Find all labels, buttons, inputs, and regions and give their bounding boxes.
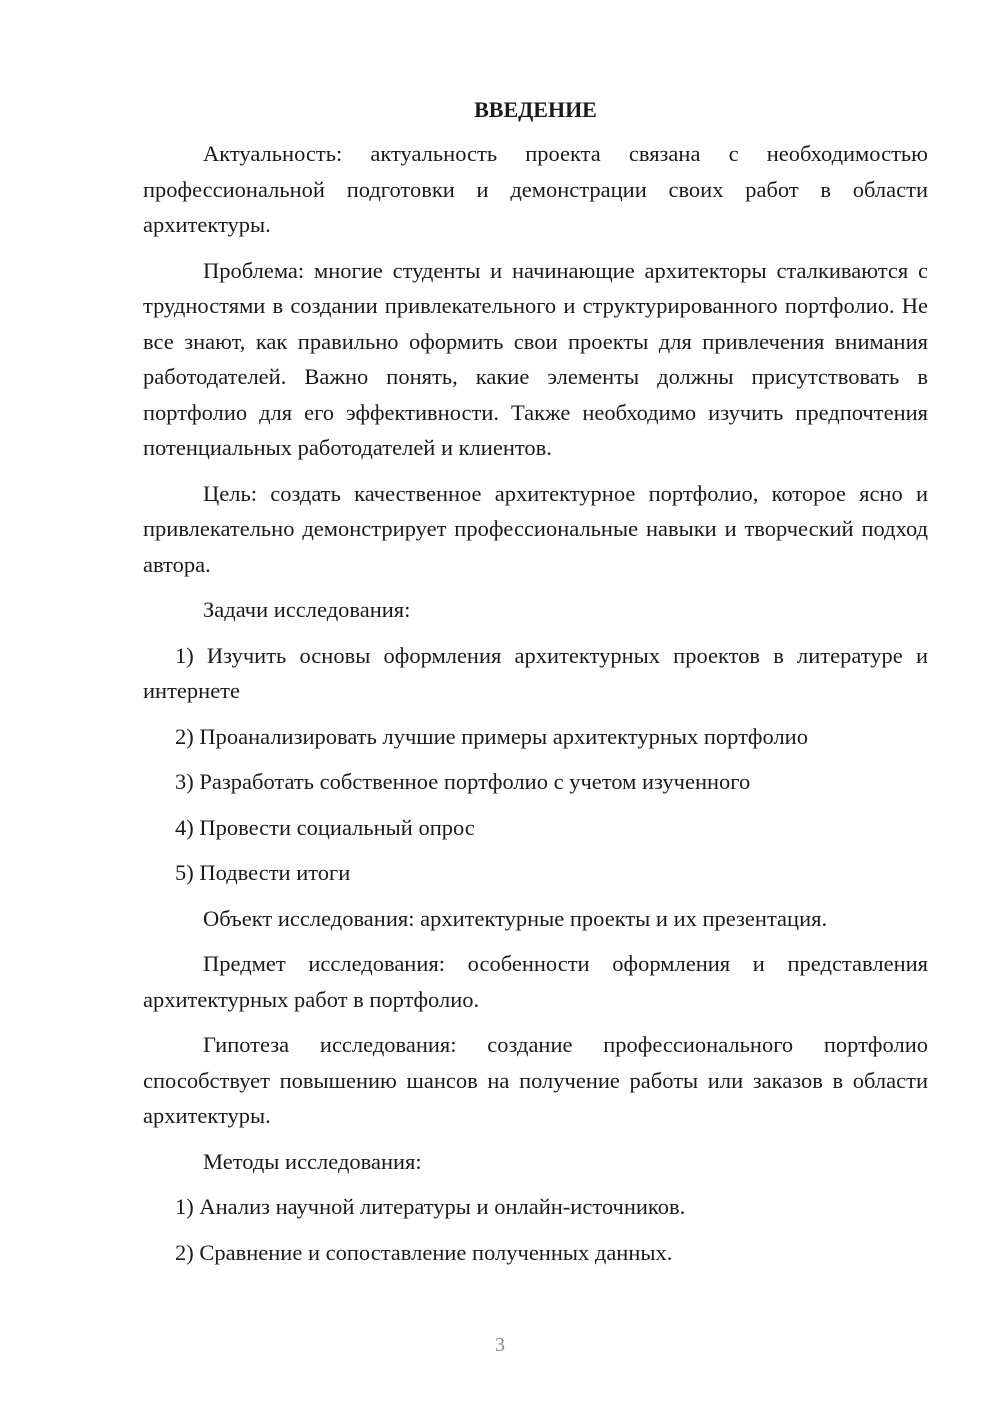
page-number: 3	[495, 1334, 505, 1356]
task-item: 1) Изучить основы оформления архитектурных проектов в литературе и интернете	[143, 642, 928, 703]
object-paragraph: Объект исследования: архитектурные проекты и их презентация.	[203, 905, 828, 931]
task-item: 4) Провести социальный опрос	[175, 814, 475, 840]
task-item: 3) Разработать собственное портфолио с учетом изученного	[175, 769, 751, 794]
subject-paragraph: Предмет исследования: особенности оформления и представления архитектурных работ в портфолио.	[143, 951, 928, 1012]
section-heading: ВВЕДЕНИЕ	[474, 97, 597, 122]
tasks-title: Задачи исследования:	[203, 597, 411, 622]
methods-title: Методы исследования:	[203, 1148, 422, 1174]
page-content	[143, 94, 928, 1280]
goal-paragraph: Цель: создать качественное архитектурное портфолио, которое ясно и привлекательно демонстрирует профессиональные навыки и творческий подход автора.	[143, 480, 928, 577]
task-item: 2) Проанализировать лучшие примеры архитектурных портфолио	[175, 723, 808, 749]
method-item: 1) Анализ научной литературы и онлайн-источников.	[175, 1194, 686, 1219]
task-item: 5) Подвести итоги	[175, 860, 351, 885]
hypothesis-paragraph: Гипотеза исследования: создание профессионального портфолио способствует повышению шансов на получение работы или заказов в области архитектуры.	[143, 1032, 928, 1128]
problem-paragraph: Проблема: многие студенты и начинающие архитекторы сталкиваются с трудностями в создании привлекательного и структурированного портфолио. Не все знают, как правильно оформить свои проекты для привлечения внимания работодателей. Важно понять, какие элементы должны присутствовать в портфолио для его эффективности. Также необходимо изучить предпочтения потенциальных работодателей и клиентов.	[143, 257, 928, 460]
method-item: 2) Сравнение и сопоставление полученных данных.	[175, 1239, 673, 1265]
relevance-paragraph: Актуальность: актуальность проекта связана с необходимостью профессиональной подготовки и демонстрации своих работ в области архитектуры.	[143, 141, 928, 237]
